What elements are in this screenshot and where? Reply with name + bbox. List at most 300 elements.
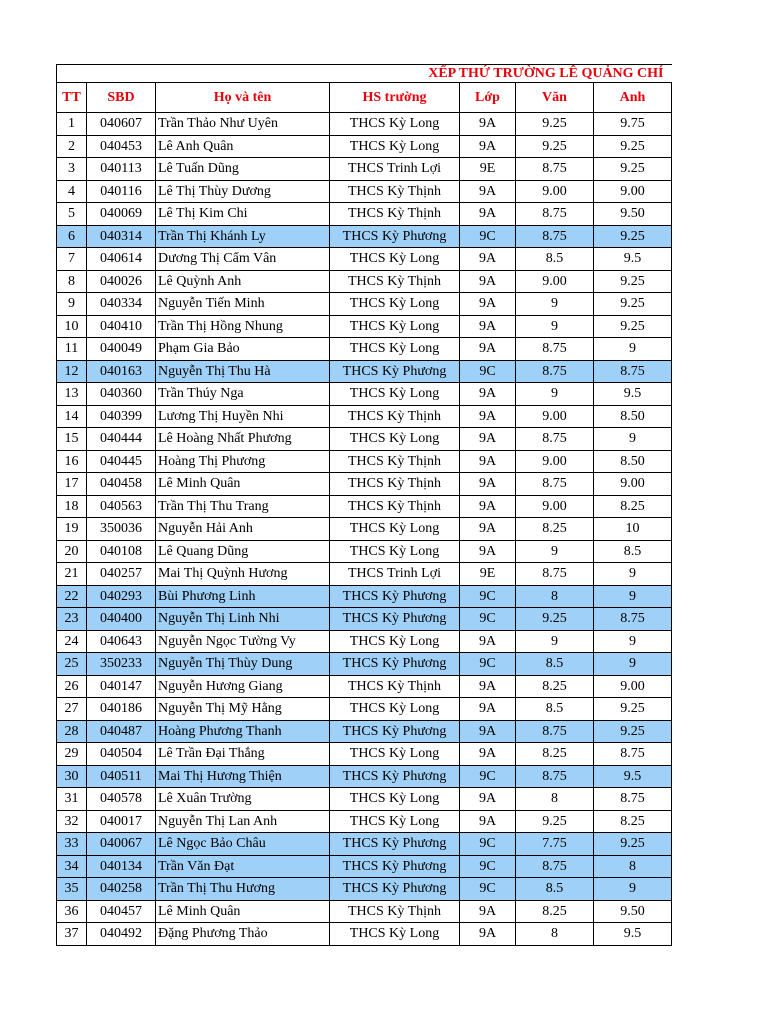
table-row: [57, 585, 672, 608]
cell-tt: 10: [57, 315, 87, 338]
cell-class: 9A: [460, 450, 516, 473]
cell-name: Nguyễn Tiến Minh: [156, 293, 330, 316]
cell-anh: 8.50: [594, 450, 672, 473]
cell-anh: 9.00: [594, 180, 672, 203]
cell-sbd: 040026: [87, 270, 156, 293]
cell-tt: 33: [57, 833, 87, 856]
header-school: HS trường: [330, 83, 460, 113]
cell-sbd: 040257: [87, 563, 156, 586]
cell-class: 9C: [460, 765, 516, 788]
cell-van: 8.75: [516, 225, 594, 248]
cell-sbd: 040457: [87, 900, 156, 923]
cell-school: THCS Kỳ Long: [330, 810, 460, 833]
cell-tt: 15: [57, 428, 87, 451]
cell-name: Nguyễn Thị Lan Anh: [156, 810, 330, 833]
cell-van: 8.25: [516, 675, 594, 698]
cell-class: 9A: [460, 203, 516, 226]
cell-school: THCS Kỳ Phương: [330, 585, 460, 608]
cell-school: THCS Kỳ Thịnh: [330, 675, 460, 698]
cell-sbd: 040108: [87, 540, 156, 563]
cell-sbd: 040134: [87, 855, 156, 878]
cell-name: Trần Thúy Nga: [156, 383, 330, 406]
cell-class: 9C: [460, 225, 516, 248]
cell-name: Đặng Phương Thảo: [156, 923, 330, 946]
cell-tt: 20: [57, 540, 87, 563]
cell-class: 9C: [460, 608, 516, 631]
cell-van: 8.75: [516, 158, 594, 181]
cell-sbd: 040314: [87, 225, 156, 248]
cell-tt: 3: [57, 158, 87, 181]
cell-sbd: 040163: [87, 360, 156, 383]
cell-tt: 5: [57, 203, 87, 226]
table-row: [57, 203, 672, 226]
cell-name: Nguyễn Ngọc Tường Vy: [156, 630, 330, 653]
cell-sbd: 040607: [87, 113, 156, 136]
cell-class: 9C: [460, 833, 516, 856]
cell-school: THCS Kỳ Long: [330, 923, 460, 946]
cell-van: 9.00: [516, 450, 594, 473]
cell-anh: 10: [594, 518, 672, 541]
cell-school: THCS Kỳ Long: [330, 428, 460, 451]
cell-school: THCS Kỳ Long: [330, 338, 460, 361]
cell-anh: 9.50: [594, 203, 672, 226]
cell-tt: 18: [57, 495, 87, 518]
cell-tt: 27: [57, 698, 87, 721]
cell-tt: 24: [57, 630, 87, 653]
cell-van: 8.25: [516, 743, 594, 766]
cell-name: Nguyễn Thị Thu Hà: [156, 360, 330, 383]
cell-anh: 9.25: [594, 293, 672, 316]
cell-school: THCS Kỳ Long: [330, 698, 460, 721]
cell-anh: 9: [594, 630, 672, 653]
header-van: Văn: [516, 83, 594, 113]
header-row: [57, 83, 672, 113]
cell-sbd: 040258: [87, 878, 156, 901]
cell-class: 9A: [460, 698, 516, 721]
cell-tt: 28: [57, 720, 87, 743]
cell-van: 9.00: [516, 270, 594, 293]
cell-van: 9: [516, 630, 594, 653]
table-row: [57, 720, 672, 743]
table-row: [57, 225, 672, 248]
cell-school: THCS Kỳ Phương: [330, 360, 460, 383]
cell-school: THCS Trinh Lợi: [330, 158, 460, 181]
cell-tt: 16: [57, 450, 87, 473]
cell-school: THCS Kỳ Thịnh: [330, 203, 460, 226]
cell-anh: 9.25: [594, 698, 672, 721]
cell-sbd: 040453: [87, 135, 156, 158]
cell-tt: 32: [57, 810, 87, 833]
cell-anh: 8.75: [594, 360, 672, 383]
cell-class: 9A: [460, 675, 516, 698]
table-row: [57, 518, 672, 541]
cell-name: Trần Thảo Như Uyên: [156, 113, 330, 136]
cell-sbd: 040458: [87, 473, 156, 496]
table-row: [57, 158, 672, 181]
cell-van: 9: [516, 383, 594, 406]
cell-van: 8.75: [516, 563, 594, 586]
table-row: [57, 293, 672, 316]
table-row: [57, 630, 672, 653]
cell-name: Trần Thị Thu Trang: [156, 495, 330, 518]
table-row: [57, 653, 672, 676]
cell-school: THCS Kỳ Phương: [330, 878, 460, 901]
cell-school: THCS Kỳ Thịnh: [330, 270, 460, 293]
cell-tt: 7: [57, 248, 87, 271]
cell-van: 8.75: [516, 855, 594, 878]
cell-class: 9A: [460, 270, 516, 293]
cell-sbd: 040360: [87, 383, 156, 406]
cell-class: 9A: [460, 248, 516, 271]
cell-van: 8: [516, 923, 594, 946]
cell-anh: 9.00: [594, 675, 672, 698]
cell-sbd: 350233: [87, 653, 156, 676]
cell-van: 9.25: [516, 135, 594, 158]
table-row: [57, 248, 672, 271]
cell-sbd: 040147: [87, 675, 156, 698]
cell-name: Lê Quỳnh Anh: [156, 270, 330, 293]
cell-van: 8: [516, 585, 594, 608]
header-sbd: SBD: [87, 83, 156, 113]
cell-class: 9A: [460, 180, 516, 203]
cell-sbd: 040017: [87, 810, 156, 833]
cell-name: Hoàng Phương Thanh: [156, 720, 330, 743]
cell-class: 9C: [460, 653, 516, 676]
cell-tt: 25: [57, 653, 87, 676]
cell-tt: 9: [57, 293, 87, 316]
cell-name: Nguyễn Thị Thùy Dung: [156, 653, 330, 676]
cell-name: Lê Thị Kim Chi: [156, 203, 330, 226]
cell-name: Hoàng Thị Phương: [156, 450, 330, 473]
cell-school: THCS Kỳ Long: [330, 540, 460, 563]
cell-class: 9A: [460, 428, 516, 451]
cell-anh: 9.5: [594, 765, 672, 788]
cell-anh: 9.25: [594, 315, 672, 338]
table-row: [57, 743, 672, 766]
sheet-title: XẾP THỨ TRƯỜNG LÊ QUẢNG CHÍ: [57, 65, 672, 83]
cell-class: 9A: [460, 630, 516, 653]
table-row: [57, 855, 672, 878]
cell-van: 9: [516, 293, 594, 316]
cell-school: THCS Kỳ Long: [330, 518, 460, 541]
cell-van: 8.75: [516, 360, 594, 383]
cell-school: THCS Kỳ Phương: [330, 765, 460, 788]
cell-anh: 8.75: [594, 608, 672, 631]
cell-class: 9E: [460, 563, 516, 586]
cell-sbd: 040487: [87, 720, 156, 743]
cell-van: 8: [516, 788, 594, 811]
cell-van: 8.75: [516, 428, 594, 451]
title-row: [57, 65, 672, 83]
cell-class: 9A: [460, 293, 516, 316]
cell-anh: 8: [594, 855, 672, 878]
cell-school: THCS Kỳ Long: [330, 248, 460, 271]
cell-tt: 35: [57, 878, 87, 901]
table-row: [57, 810, 672, 833]
cell-school: THCS Kỳ Long: [330, 630, 460, 653]
cell-school: THCS Kỳ Thịnh: [330, 180, 460, 203]
table-row: [57, 135, 672, 158]
cell-sbd: 040614: [87, 248, 156, 271]
cell-tt: 37: [57, 923, 87, 946]
cell-tt: 31: [57, 788, 87, 811]
table-row: [57, 113, 672, 136]
cell-class: 9A: [460, 315, 516, 338]
cell-school: THCS Kỳ Phương: [330, 720, 460, 743]
cell-class: 9A: [460, 405, 516, 428]
cell-sbd: 040399: [87, 405, 156, 428]
table-row: [57, 765, 672, 788]
table-row: [57, 405, 672, 428]
cell-anh: 8.5: [594, 540, 672, 563]
cell-sbd: 040186: [87, 698, 156, 721]
cell-class: 9A: [460, 810, 516, 833]
cell-name: Trần Thị Khánh Ly: [156, 225, 330, 248]
cell-anh: 9.5: [594, 248, 672, 271]
table-row: [57, 360, 672, 383]
cell-class: 9A: [460, 473, 516, 496]
cell-van: 9.00: [516, 405, 594, 428]
cell-anh: 8.25: [594, 495, 672, 518]
cell-sbd: 040563: [87, 495, 156, 518]
cell-sbd: 040511: [87, 765, 156, 788]
cell-anh: 9.5: [594, 923, 672, 946]
cell-name: Lê Quang Dũng: [156, 540, 330, 563]
cell-anh: 9: [594, 653, 672, 676]
cell-sbd: 040116: [87, 180, 156, 203]
cell-tt: 1: [57, 113, 87, 136]
cell-name: Lê Hoàng Nhất Phương: [156, 428, 330, 451]
table-row: [57, 833, 672, 856]
cell-anh: 9.25: [594, 720, 672, 743]
cell-name: Trần Văn Đạt: [156, 855, 330, 878]
cell-van: 9: [516, 540, 594, 563]
cell-van: 9.25: [516, 810, 594, 833]
cell-sbd: 040643: [87, 630, 156, 653]
cell-school: THCS Kỳ Long: [330, 315, 460, 338]
table-row: [57, 450, 672, 473]
cell-anh: 9.50: [594, 900, 672, 923]
cell-class: 9A: [460, 383, 516, 406]
cell-anh: 9.25: [594, 135, 672, 158]
cell-tt: 22: [57, 585, 87, 608]
header-anh: Anh: [594, 83, 672, 113]
cell-van: 8.75: [516, 765, 594, 788]
cell-anh: 9: [594, 563, 672, 586]
cell-school: THCS Kỳ Phương: [330, 608, 460, 631]
cell-name: Lê Minh Quân: [156, 473, 330, 496]
cell-school: THCS Kỳ Long: [330, 383, 460, 406]
cell-name: Lê Minh Quân: [156, 900, 330, 923]
cell-school: THCS Trinh Lợi: [330, 563, 460, 586]
cell-sbd: 040067: [87, 833, 156, 856]
cell-anh: 9.25: [594, 270, 672, 293]
cell-van: 9: [516, 315, 594, 338]
cell-anh: 9.00: [594, 473, 672, 496]
cell-class: 9A: [460, 518, 516, 541]
cell-sbd: 040293: [87, 585, 156, 608]
cell-name: Nguyễn Thị Linh Nhi: [156, 608, 330, 631]
table-row: [57, 383, 672, 406]
cell-van: 9.00: [516, 180, 594, 203]
cell-sbd: 350036: [87, 518, 156, 541]
cell-van: 8.5: [516, 698, 594, 721]
cell-tt: 36: [57, 900, 87, 923]
table-row: [57, 698, 672, 721]
cell-name: Mai Thị Quỳnh Hương: [156, 563, 330, 586]
table-row: [57, 878, 672, 901]
cell-school: THCS Kỳ Thịnh: [330, 495, 460, 518]
cell-class: 9A: [460, 135, 516, 158]
table-row: [57, 563, 672, 586]
cell-name: Dương Thị Cẩm Vân: [156, 248, 330, 271]
cell-sbd: 040069: [87, 203, 156, 226]
table-row: [57, 338, 672, 361]
table-row: [57, 923, 672, 946]
cell-name: Mai Thị Hương Thiện: [156, 765, 330, 788]
cell-tt: 30: [57, 765, 87, 788]
cell-sbd: 040113: [87, 158, 156, 181]
cell-school: THCS Kỳ Phương: [330, 855, 460, 878]
table-row: [57, 473, 672, 496]
cell-class: 9A: [460, 495, 516, 518]
cell-anh: 9: [594, 878, 672, 901]
cell-class: 9C: [460, 360, 516, 383]
cell-tt: 21: [57, 563, 87, 586]
cell-van: 8.5: [516, 653, 594, 676]
cell-anh: 8.50: [594, 405, 672, 428]
cell-name: Lê Xuân Trường: [156, 788, 330, 811]
table-row: [57, 675, 672, 698]
cell-name: Trần Thị Thu Hương: [156, 878, 330, 901]
table-row: [57, 270, 672, 293]
cell-sbd: 040492: [87, 923, 156, 946]
table-row: [57, 540, 672, 563]
cell-anh: 9.25: [594, 225, 672, 248]
cell-name: Phạm Gia Bảo: [156, 338, 330, 361]
cell-van: 8.25: [516, 518, 594, 541]
cell-tt: 17: [57, 473, 87, 496]
cell-tt: 12: [57, 360, 87, 383]
cell-class: 9C: [460, 878, 516, 901]
cell-school: THCS Kỳ Thịnh: [330, 473, 460, 496]
cell-sbd: 040400: [87, 608, 156, 631]
table-row: [57, 180, 672, 203]
table-row: [57, 315, 672, 338]
cell-tt: 8: [57, 270, 87, 293]
cell-school: THCS Kỳ Thịnh: [330, 450, 460, 473]
cell-class: 9A: [460, 720, 516, 743]
table-row: [57, 900, 672, 923]
cell-school: THCS Kỳ Long: [330, 293, 460, 316]
cell-name: Lê Ngọc Bảo Châu: [156, 833, 330, 856]
cell-van: 8.25: [516, 900, 594, 923]
cell-anh: 9.5: [594, 383, 672, 406]
cell-sbd: 040578: [87, 788, 156, 811]
cell-name: Lê Trần Đại Thắng: [156, 743, 330, 766]
cell-name: Bùi Phương Linh: [156, 585, 330, 608]
cell-van: 8.75: [516, 473, 594, 496]
cell-class: 9A: [460, 540, 516, 563]
cell-class: 9C: [460, 855, 516, 878]
cell-van: 7.75: [516, 833, 594, 856]
cell-school: THCS Kỳ Thịnh: [330, 900, 460, 923]
cell-name: Trần Thị Hồng Nhung: [156, 315, 330, 338]
cell-van: 8.75: [516, 338, 594, 361]
cell-school: THCS Kỳ Long: [330, 135, 460, 158]
cell-tt: 4: [57, 180, 87, 203]
cell-tt: 19: [57, 518, 87, 541]
header-name: Họ và tên: [156, 83, 330, 113]
cell-anh: 9.25: [594, 158, 672, 181]
cell-sbd: 040444: [87, 428, 156, 451]
cell-school: THCS Kỳ Phương: [330, 833, 460, 856]
cell-school: THCS Kỳ Long: [330, 743, 460, 766]
cell-school: THCS Kỳ Thịnh: [330, 405, 460, 428]
cell-van: 8.75: [516, 720, 594, 743]
cell-class: 9A: [460, 338, 516, 361]
table-row: [57, 428, 672, 451]
cell-tt: 23: [57, 608, 87, 631]
header-class: Lớp: [460, 83, 516, 113]
cell-tt: 34: [57, 855, 87, 878]
cell-anh: 8.25: [594, 810, 672, 833]
cell-van: 9.25: [516, 608, 594, 631]
cell-class: 9A: [460, 788, 516, 811]
cell-name: Lê Anh Quân: [156, 135, 330, 158]
cell-class: 9A: [460, 923, 516, 946]
cell-van: 8.75: [516, 203, 594, 226]
cell-name: Lê Thị Thùy Dương: [156, 180, 330, 203]
cell-tt: 26: [57, 675, 87, 698]
header-tt: TT: [57, 83, 87, 113]
cell-tt: 2: [57, 135, 87, 158]
table-body: [57, 113, 672, 946]
cell-sbd: 040504: [87, 743, 156, 766]
cell-name: Nguyễn Hải Anh: [156, 518, 330, 541]
cell-sbd: 040445: [87, 450, 156, 473]
cell-van: 9.25: [516, 113, 594, 136]
cell-name: Nguyễn Thị Mỹ Hằng: [156, 698, 330, 721]
table-row: [57, 608, 672, 631]
cell-school: THCS Kỳ Phương: [330, 653, 460, 676]
cell-tt: 14: [57, 405, 87, 428]
cell-class: 9E: [460, 158, 516, 181]
cell-tt: 6: [57, 225, 87, 248]
cell-anh: 9: [594, 585, 672, 608]
cell-sbd: 040410: [87, 315, 156, 338]
cell-class: 9C: [460, 585, 516, 608]
cell-sbd: 040049: [87, 338, 156, 361]
ranking-table: [56, 64, 672, 946]
cell-school: THCS Kỳ Phương: [330, 225, 460, 248]
table-row: [57, 788, 672, 811]
cell-anh: 8.75: [594, 788, 672, 811]
cell-name: Nguyễn Hương Giang: [156, 675, 330, 698]
cell-class: 9A: [460, 113, 516, 136]
cell-anh: 8.75: [594, 743, 672, 766]
cell-sbd: 040334: [87, 293, 156, 316]
cell-anh: 9.25: [594, 833, 672, 856]
cell-name: Lương Thị Huyền Nhi: [156, 405, 330, 428]
cell-school: THCS Kỳ Long: [330, 113, 460, 136]
cell-van: 8.5: [516, 248, 594, 271]
cell-van: 9.00: [516, 495, 594, 518]
cell-tt: 11: [57, 338, 87, 361]
cell-tt: 29: [57, 743, 87, 766]
cell-name: Lê Tuấn Dũng: [156, 158, 330, 181]
cell-anh: 9: [594, 338, 672, 361]
